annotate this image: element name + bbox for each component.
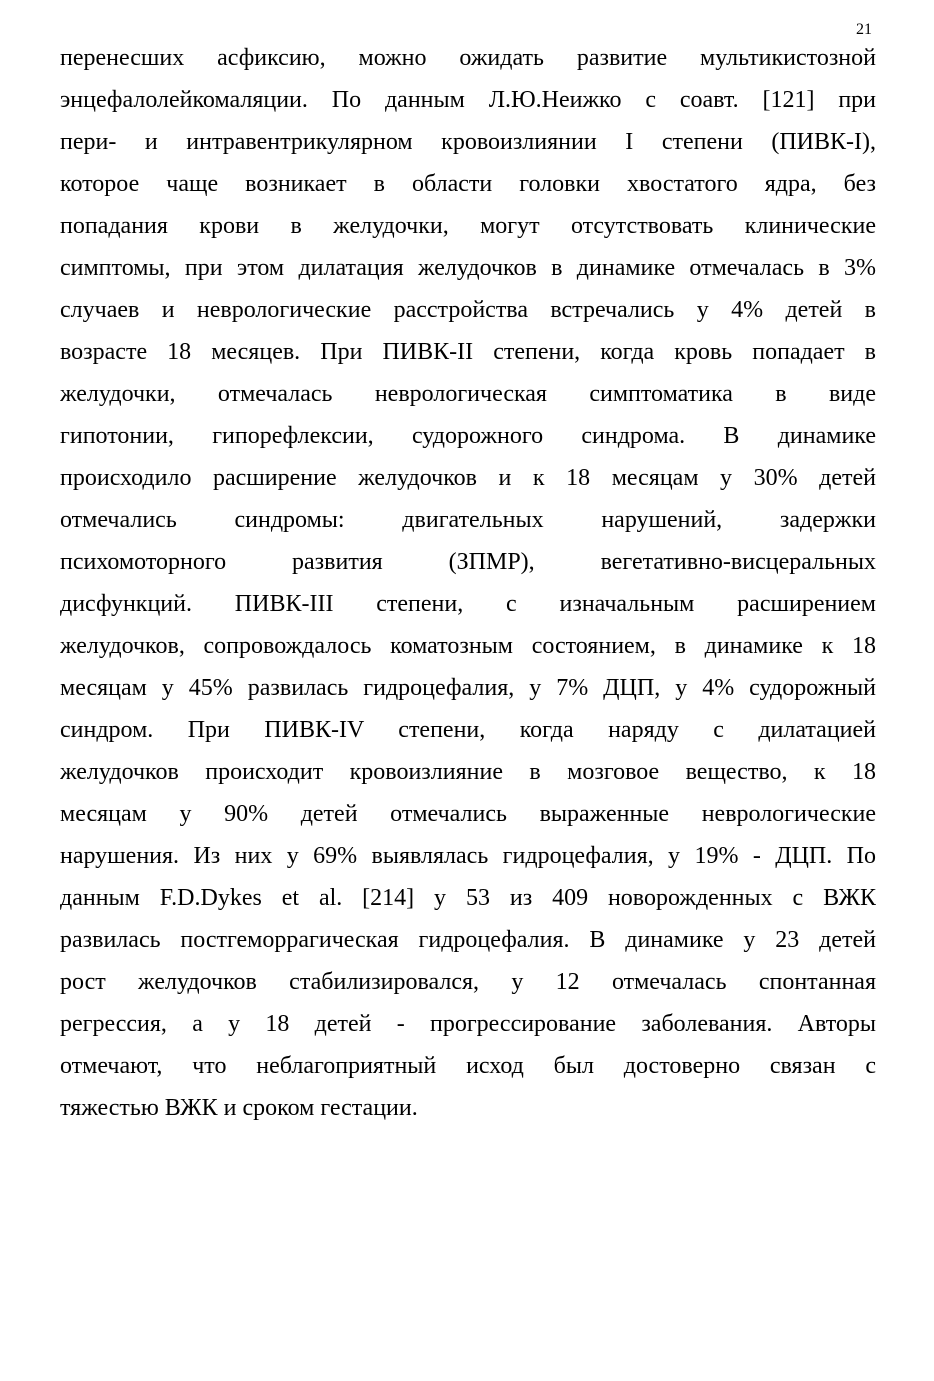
text-line: отмечались синдромы: двигательных нарушений, задержки [60, 507, 876, 533]
text-line: гипотонии, гипорефлексии, судорожного синдрома. В динамике [60, 423, 876, 449]
text-line: рост желудочков стабилизировался, у 12 отмечалась спонтанная [60, 969, 876, 995]
text-line: желудочков, сопровождалось коматозным состоянием, в динамике к 18 [60, 633, 876, 659]
text-line: пери- и интравентрикулярном кровоизлиянии I степени (ПИВК-I), [60, 129, 876, 155]
text-line: данным F.D.Dykes et al. [214] у 53 из 409 новорожденных с ВЖК [60, 885, 876, 911]
text-line: перенесших асфиксию, можно ожидать развитие мультикистозной [60, 45, 876, 71]
text-line: дисфункций. ПИВК-III степени, с изначальным расширением [60, 591, 876, 617]
text-line: регрессия, а у 18 детей - прогрессирование заболевания. Авторы [60, 1011, 876, 1037]
text-line: которое чаще возникает в области головки хвостатого ядра, без [60, 171, 876, 197]
body-paragraph [60, 37, 876, 1129]
text-line: симптомы, при этом дилатация желудочков в динамике отмечалась в 3% [60, 255, 876, 281]
text-line: отмечают, что неблагоприятный исход был достоверно связан с [60, 1053, 876, 1079]
text-line: развилась постгеморрагическая гидроцефалия. В динамике у 23 детей [60, 927, 876, 953]
text-line: энцефалолейкомаляции. По данным Л.Ю.Неижко с соавт. [121] при [60, 87, 876, 113]
text-line: попадания крови в желудочки, могут отсутствовать клинические [60, 213, 876, 239]
text-line: случаев и неврологические расстройства встречались у 4% детей в [60, 297, 876, 323]
text-line: тяжестью ВЖК и сроком гестации. [60, 1095, 418, 1121]
text-line: нарушения. Из них у 69% выявлялась гидроцефалия, у 19% - ДЦП. По [60, 843, 876, 869]
text-line: синдром. При ПИВК-IV степени, когда наряду с дилатацией [60, 717, 876, 743]
text-line: происходило расширение желудочков и к 18 месяцам у 30% детей [60, 465, 876, 491]
text-line: возрасте 18 месяцев. При ПИВК-II степени, когда кровь попадает в [60, 339, 876, 365]
text-line: психомоторного развития (ЗПМР), вегетативно-висцеральных [60, 549, 876, 575]
text-line: месяцам у 45% развилась гидроцефалия, у 7% ДЦП, у 4% судорожный [60, 675, 876, 701]
page-number: 21 [856, 21, 872, 38]
text-line: желудочки, отмечалась неврологическая симптоматика в виде [60, 381, 876, 407]
text-line: желудочков происходит кровоизлияние в мозговое вещество, к 18 [60, 759, 876, 785]
text-line: месяцам у 90% детей отмечались выраженные неврологические [60, 801, 876, 827]
